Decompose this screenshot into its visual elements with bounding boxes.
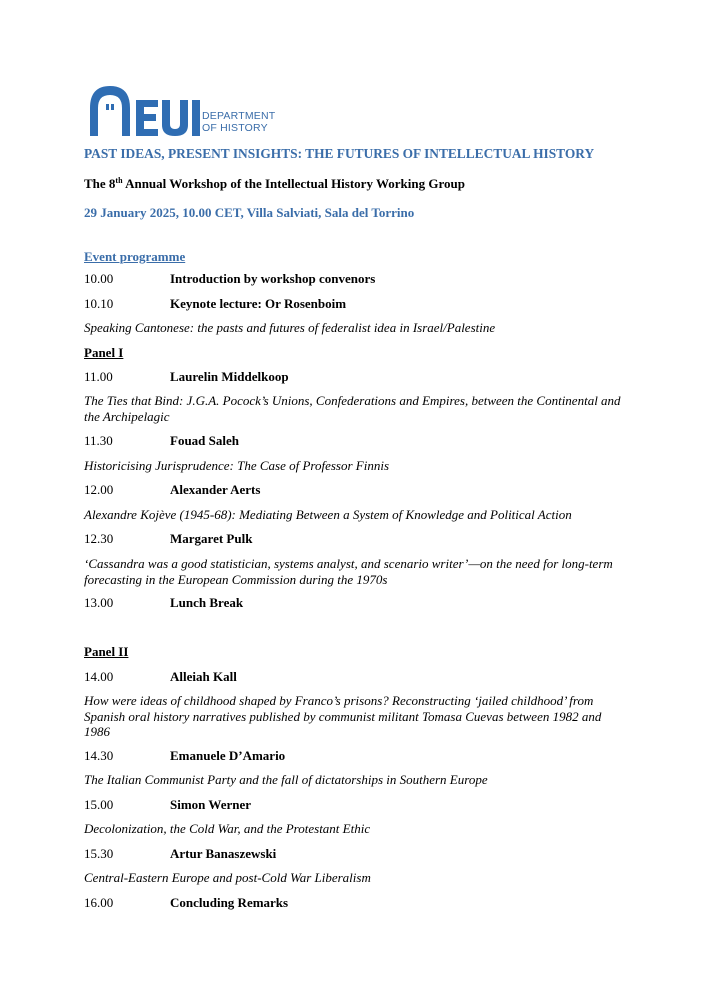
department-line-2: OF HISTORY [202, 122, 268, 134]
talk-title: Central-Eastern Europe and post-Cold War Liberalism [84, 870, 371, 885]
talk-title: Alexandre Kojève (1945-68): Mediating Between a System of Knowledge and Political Action [84, 507, 572, 522]
programme-row: 10.00 Introduction by workshop convenors [84, 271, 376, 286]
talk-title: The Italian Communist Party and the fall of dictatorships in Southern Europe [84, 772, 488, 787]
talk-title: Decolonization, the Cold War, and the Protestant Ethic [84, 821, 371, 836]
talk-title: Speaking Cantonese: the pasts and futures of federalist idea in Israel/Palestine [84, 320, 496, 335]
panel-heading: Panel II [84, 644, 129, 659]
programme-row: 14.00 Alleiah Kall [84, 669, 237, 684]
talk-title: The Ties that Bind: J.G.A. Pocock’s Unions, Confederations and Empires, between the Continental and the Archipelagic [84, 393, 621, 424]
department-line-1: DEPARTMENT [202, 110, 276, 122]
programme-row: 15.30 Artur Banaszewski [84, 846, 277, 861]
talk-title: How were ideas of childhood shaped by Franco’s prisons? Reconstructing ‘jailed childhood’ from Spanish oral history narratives published by communist militant Tomasa Cuevas between 1982 and 1986 [84, 693, 602, 739]
programme-row: 14.30 Emanuele D’Amario [84, 748, 286, 763]
programme-heading: Event programme [84, 249, 186, 264]
talk-title: Historicising Jurisprudence: The Case of Professor Finnis [84, 458, 390, 473]
programme-row: 11.30 Fouad Saleh [84, 433, 239, 448]
programme-row: 12.00 Alexander Aerts [84, 482, 261, 497]
programme-row: 13.00 Lunch Break [84, 595, 244, 610]
programme-row: 15.00 Simon Werner [84, 797, 252, 812]
panel-heading: Panel I [84, 345, 124, 360]
event-subtitle: The 8th Annual Workshop of the Intellectual History Working Group [84, 176, 465, 191]
programme-row: 10.10 Keynote lecture: Or Rosenboim [84, 296, 347, 311]
event-title: PAST IDEAS, PRESENT INSIGHTS: THE FUTURES OF INTELLECTUAL HISTORY [84, 146, 595, 161]
department-name [202, 110, 275, 134]
talk-title: ‘Cassandra was a good statistician, systems analyst, and scenario writer’—on the need for long-term forecasting in the European Commission during the 1970s [84, 556, 613, 587]
event-date-location: 29 January 2025, 10.00 CET, Villa Salviati, Sala del Torrino [84, 205, 415, 220]
programme-row: 11.00 Laurelin Middelkoop [84, 369, 289, 384]
programme-row: 16.00 Concluding Remarks [84, 895, 289, 910]
programme-row: 12.30 Margaret Pulk [84, 531, 253, 546]
